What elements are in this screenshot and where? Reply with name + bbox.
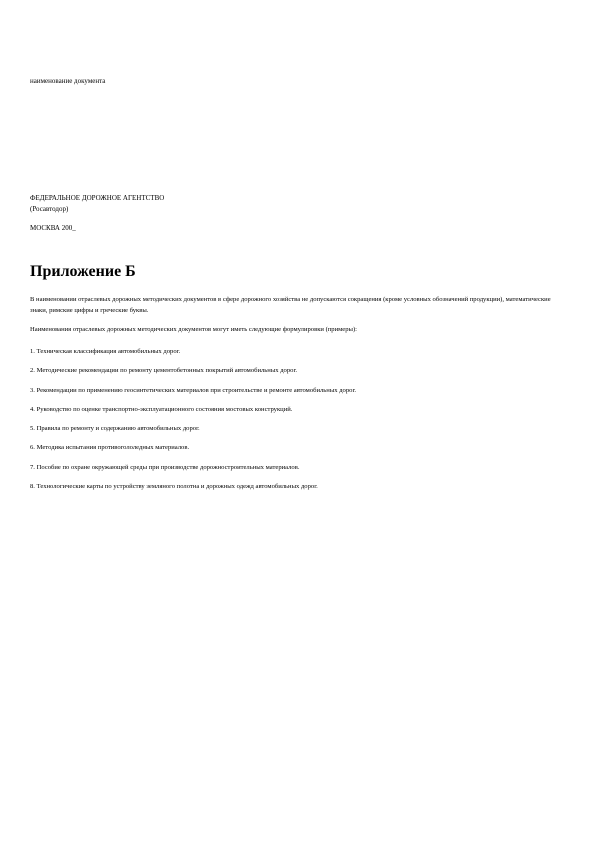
city-year: МОСКВА 200_ xyxy=(30,224,76,232)
agency-short-name: (Росавтодор) xyxy=(30,205,69,213)
list-item: 1. Техническая классификация автомобильных дорог. xyxy=(30,348,181,355)
document-name-placeholder: наименование документа xyxy=(30,77,106,85)
list-item: 8. Технологические карты по устройству земляного полотна и дорожных одежд автомобильных дорог. xyxy=(30,483,318,491)
list-item: 4. Руководство по оценке транспортно-эксплуатационного состояния мостовых конструкций. xyxy=(30,405,293,413)
page-title: Приложение Б xyxy=(30,263,136,280)
list-item: 3. Рекомендации по применению геосинтетических материалов при строительстве и ремонте автомобильных дорог. xyxy=(30,386,357,394)
examples-list xyxy=(30,346,570,500)
list-item: 7. Пособие по охране окружающей среды при производстве дорожностроительных материалов. xyxy=(30,463,300,471)
list-item: 2. Методические рекомендации по ремонту цементобетонных покрытий автомобильных дорог. xyxy=(30,367,298,375)
agency-name: ФЕДЕРАЛЬНОЕ ДОРОЖНОЕ АГЕНТСТВО xyxy=(30,194,165,202)
list-item: 5. Правила по ремонту и содержанию автомобильных дорог. xyxy=(30,425,200,433)
list-item: 6. Методика испытания противогололедных материалов. xyxy=(30,444,190,452)
rules-paragraph: В наименовании отраслевых дорожных методических документов в сфере дорожного хозяйства не допускаются сокращения (кроме условных обозначений продукции), математические знаки, римские цифры и греческие буквы. xyxy=(30,296,551,314)
examples-intro-paragraph: Наименования отраслевых дорожных методических документов могут иметь следующие формулировки (примеры): xyxy=(30,326,357,333)
